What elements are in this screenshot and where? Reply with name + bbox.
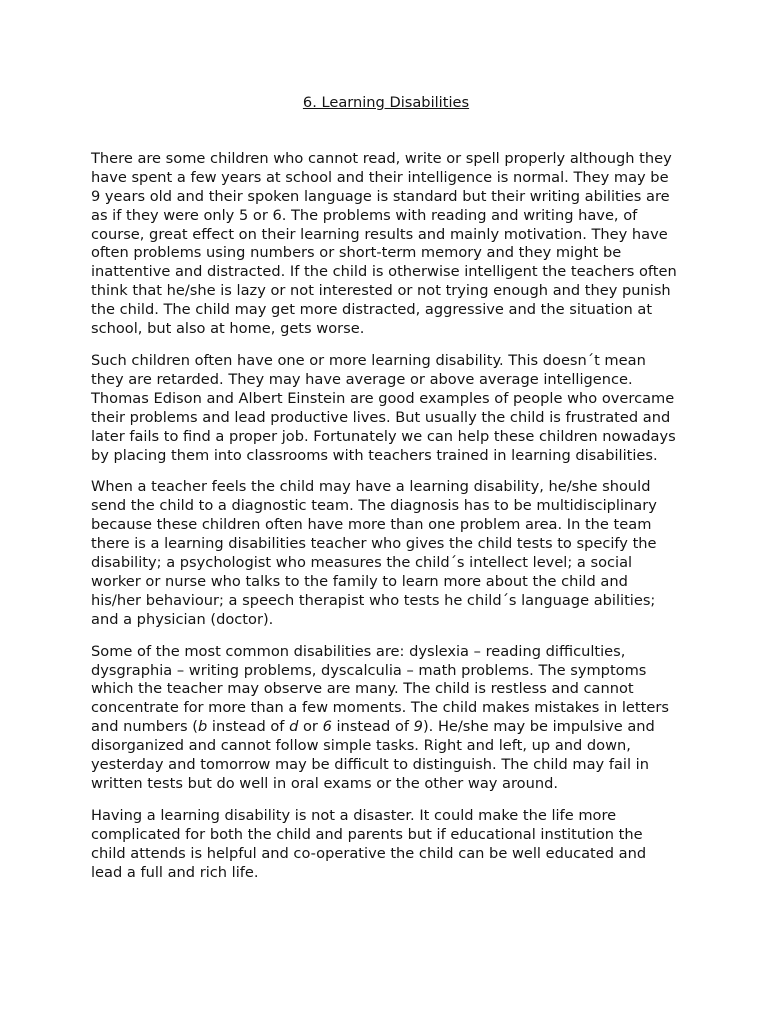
letter-d: d [289,718,299,736]
digit-6: 6 [322,718,332,736]
paragraph-4 [91,643,681,794]
paragraph-5: Having a learning disability is not a disaster. It could make the life more complicated for both the child and parents but if educational institution the child attends is helpful and co-operative the child can be well educated and lead a full and rich life. [91,806,647,881]
document-title: 6. Learning Disabilities [302,94,470,111]
paragraph-4-text: or [298,718,323,736]
paragraph-4-text: Some of the most common disabilities are: dyslexia – reading difficulties, dysgraphia – writing problems, dyscalculia – math problems. The symptoms which the teacher may observe are many. The child is restless and cannot concentrate for more than a few moments. The child makes mistakes in letters and numbers ( [91,642,669,736]
paragraph-3: When a teacher feels the child may have a learning disability, he/she should send the child to a diagnostic team. The diagnosis has to be multidisciplinary because these children often have more than one problem area. In the team there is a learning disabilities teacher who gives the child tests to specify the disability; a psychologist who measures the child´s intellect level; a social worker or nurse who talks to the family to learn more about the child and his/her behaviour; a speech therapist who tests he child´s language abilities; and a physician (doctor). [91,478,657,628]
paragraph-4-text: ). He/she may be impulsive and disorganized and cannot follow simple tasks. Right and left, up and down, yesterday and tomorrow may be difficult to distinguish. The child may fail in written tests but do well in oral exams or the other way around. [91,718,655,792]
paragraph-4-text: instead of [331,718,414,736]
paragraph-1: There are some children who cannot read, write or spell properly although they have spent a few years at school and their intelligence is normal. They may be 9 years old and their spoken language is standard but their writing abilities are as if they were only 5 or 6. The problems with reading and writing have, of course, great effect on their learning results and mainly motivation. They have often problems using numbers or short-term memory and they might be inattentive and distracted. If the child is otherwise intelligent the teachers often think that he/she is lazy or not interested or not trying enough and they punish the child. The child may get more distracted, aggressive and the situation at school, but also at home, gets worse. [91,149,677,338]
paragraph-2: Such children often have one or more learning disability. This doesn´t mean they are retarded. They may have average or above average intelligence. Thomas Edison and Albert Einstein are good examples of people who overcame their problems and lead productive lives. But usually the child is frustrated and later fails to find a proper job. Fortunately we can help these children nowadays by placing them into classrooms with teachers trained in learning disabilities. [91,351,676,464]
document-page [91,94,681,896]
letter-b: b [198,718,208,736]
digit-9: 9 [413,718,423,736]
paragraph-4-text: instead of [207,718,290,736]
